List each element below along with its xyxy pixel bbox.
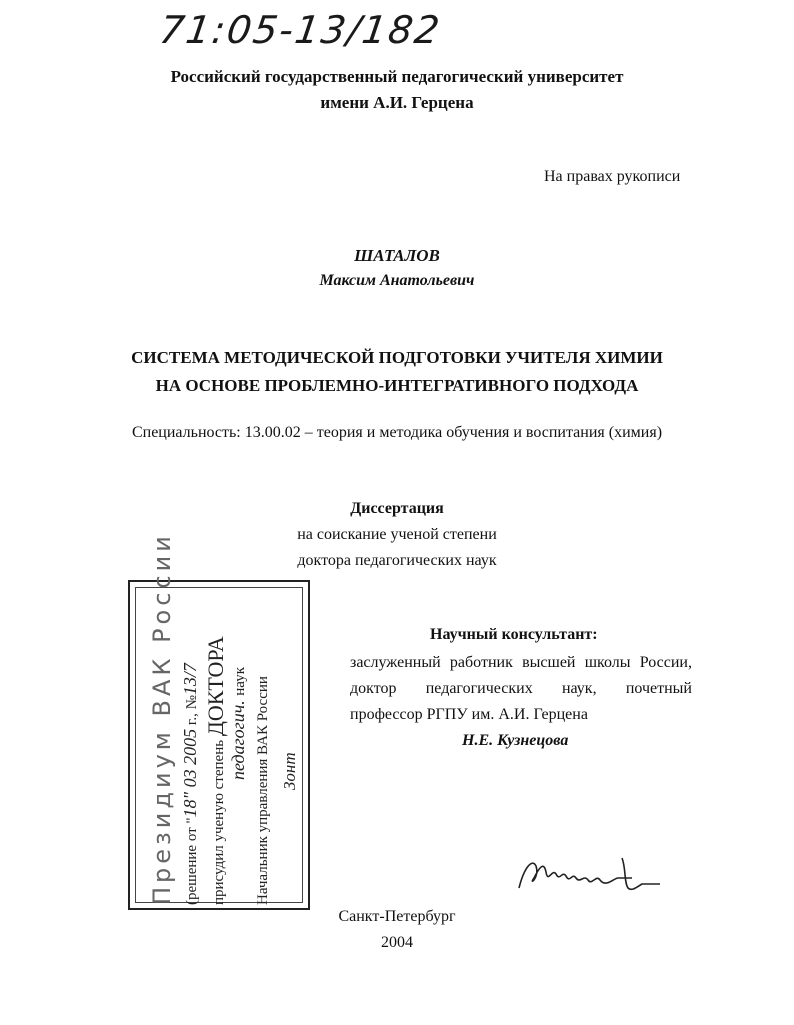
- year: 2004: [381, 934, 413, 951]
- stamp-decision-mid: г., №: [184, 695, 200, 729]
- author-surname: ШАТАЛОВ: [354, 246, 440, 265]
- consultant-description: заслуженный работник высшей школы России, доктор педагогических наук, почетный профессор РГПУ им. А.И. Герцена: [350, 654, 692, 723]
- stamp-decision-prefix: (решение от ": [184, 817, 200, 905]
- stamp-field-line: [228, 667, 249, 780]
- consultant-heading: Научный консультант:: [430, 626, 598, 643]
- degree-line-1: на соискание ученой степени: [297, 526, 497, 543]
- manuscript-rights-note: На правах рукописи: [544, 168, 681, 185]
- university-name: Российский государственный педагогический университет: [170, 67, 624, 86]
- stamp-degree: ДОКТОРА: [203, 636, 228, 737]
- consultant-name: Н.Е. Кузнецова: [462, 732, 569, 749]
- author-given-names: Максим Анатольевич: [319, 272, 475, 289]
- stamp-decision-date: 18" 03 2005: [180, 728, 200, 818]
- stamp-awarded-line: [203, 636, 229, 905]
- city: Санкт-Петербург: [338, 908, 456, 925]
- title-line-1: СИСТЕМА МЕТОДИЧЕСКОЙ ПОДГОТОВКИ УЧИТЕЛЯ ХИМИИ: [131, 348, 663, 367]
- stamp-awarded: присудил ученую степень: [211, 739, 227, 905]
- university-header: [0, 64, 794, 116]
- university-named-after: имени А.И. Герцена: [320, 93, 474, 112]
- stamp-decision-line: [180, 663, 201, 905]
- stamp-head-signature: Зонт: [280, 752, 299, 790]
- dissertation-heading: Диссертация: [350, 500, 444, 517]
- author-signature: [514, 848, 664, 898]
- title-line-2: НА ОСНОВЕ ПРОБЛЕМНО-ИНТЕГРАТИВНОГО ПОДХОДА: [155, 376, 639, 395]
- dissertation-title: [0, 344, 794, 400]
- handwritten-archive-code: 71:05-13/182: [156, 8, 445, 52]
- stamp-presidium: Президиум ВАК России: [148, 532, 176, 905]
- degree-line-2: доктора педагогических наук: [297, 552, 497, 569]
- stamp-decision-number: 13/7: [180, 663, 200, 696]
- specialty-line: Специальность: 13.00.02 – теория и методика обучения и воспитания (химия): [131, 424, 663, 441]
- stamp-head: Начальник управления ВАК России: [255, 676, 271, 905]
- stamp-field-suffix: наук: [232, 667, 248, 696]
- stamp-field-handwritten: педагогич.: [228, 700, 248, 780]
